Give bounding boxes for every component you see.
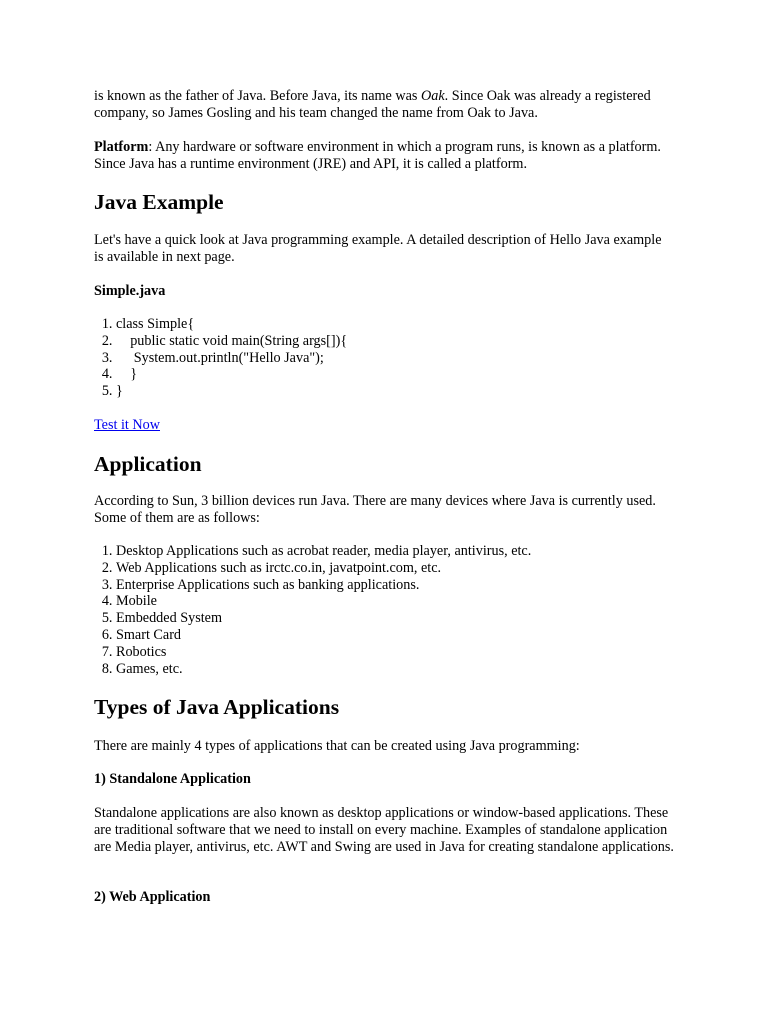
code-listing	[70, 316, 650, 400]
list-item: 4. Mobile	[116, 593, 650, 610]
platform-paragraph	[94, 139, 674, 173]
list-item: 5. Embedded System	[116, 610, 650, 627]
code-line: 5. }	[116, 383, 650, 400]
java-example-section	[94, 189, 674, 215]
types-description-text: There are mainly 4 types of applications that can be created using Java programming:	[94, 738, 580, 754]
code-line: 3. System.out.println("Hello Java");	[116, 350, 650, 367]
list-item: 2. Web Applications such as irctc.co.in, javatpoint.com, etc.	[116, 560, 650, 577]
list-item: 6. Smart Card	[116, 627, 650, 644]
standalone-text: Standalone applications are also known as desktop applications or window-based applications. These are traditional software that we need to install on every machine. Examples of standalone application are Media player, antivirus, etc. AWT and Swing are used in Java for creating standalone applications.	[94, 805, 674, 855]
code-line: 2. public static void main(String args[]){	[116, 333, 650, 350]
list-item: 1. Desktop Applications such as acrobat reader, media player, antivirus, etc.	[116, 543, 650, 560]
types-heading: Types of Java Applications	[94, 695, 340, 719]
web-application-heading: 2) Web Application	[94, 889, 211, 905]
web-application-heading-container	[94, 889, 674, 906]
simple-java-file-label	[94, 283, 674, 300]
oak-italic: Oak	[421, 88, 445, 104]
application-list	[70, 543, 650, 677]
java-example-heading: Java Example	[94, 190, 224, 214]
application-description	[94, 493, 674, 527]
code-line: 1. class Simple{	[116, 316, 650, 333]
test-it-now-container	[94, 417, 674, 434]
standalone-heading: 1) Standalone Application	[94, 771, 251, 787]
simple-java-label: Simple.java	[94, 283, 166, 299]
application-heading: Application	[94, 452, 202, 476]
types-section	[94, 694, 674, 720]
standalone-heading-container	[94, 771, 674, 788]
application-description-text: According to Sun, 3 billion devices run Java. There are many devices where Java is currently used. Some of them are as follows:	[94, 493, 656, 526]
list-item: 8. Games, etc.	[116, 661, 650, 678]
platform-text: : Any hardware or software environment in which a program runs, is known as a platform. Since Java has a runtime environment (JRE) and API, it is called a platform.	[94, 139, 661, 172]
list-item: 7. Robotics	[116, 644, 650, 661]
test-it-now-link[interactable]: Test it Now	[94, 417, 160, 433]
java-example-description-text: Let's have a quick look at Java programming example. A detailed description of Hello Java example is available in next page.	[94, 232, 662, 265]
intro-paragraph	[94, 88, 674, 122]
types-description	[94, 738, 674, 755]
platform-label: Platform	[94, 139, 149, 155]
standalone-paragraph	[94, 805, 674, 855]
application-section	[94, 451, 674, 477]
java-example-description	[94, 232, 674, 266]
intro-text-suffix: . Since Oak was already a registered company, so James Gosling and his team changed the name from Oak to Java.	[94, 88, 651, 121]
list-item: 3. Enterprise Applications such as banking applications.	[116, 577, 650, 594]
code-line: 4. }	[116, 366, 650, 383]
intro-text-prefix: is known as the father of Java. Before Java, its name was	[94, 88, 421, 104]
